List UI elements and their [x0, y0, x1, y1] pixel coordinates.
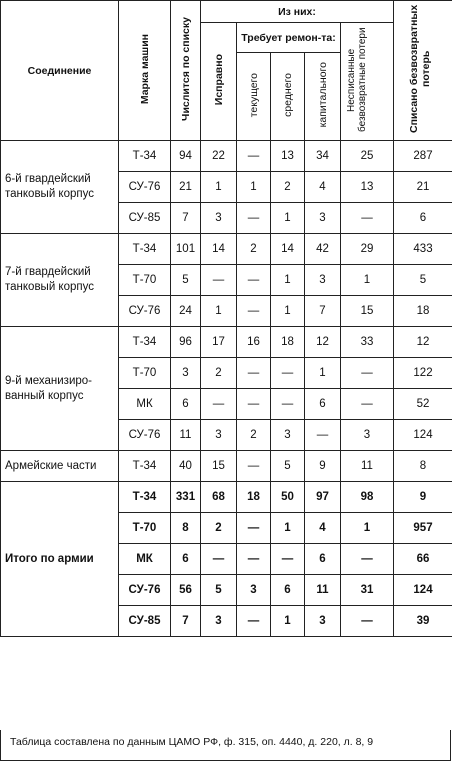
- table-cell: 12: [394, 327, 452, 358]
- table-cell: —: [341, 203, 394, 234]
- table-cell: 9: [305, 451, 341, 482]
- table-cell: 3: [201, 420, 237, 451]
- table-cell: 2: [237, 420, 271, 451]
- table-cell: —: [341, 544, 394, 575]
- table-cell: 7: [305, 296, 341, 327]
- table-cell: 98: [341, 482, 394, 513]
- table-cell: 66: [394, 544, 452, 575]
- table-cell: —: [237, 513, 271, 544]
- table-cell: Т-34: [119, 234, 171, 265]
- table-cell: 5: [394, 265, 452, 296]
- table-cell: 39: [394, 606, 452, 637]
- table-cell: 1: [271, 513, 305, 544]
- table-cell: 11: [305, 575, 341, 606]
- table-cell: 6: [305, 389, 341, 420]
- source-note: Таблица составлена по данным ЦАМО РФ, ф. 315, оп. 4440, д. 220, л. 8, 9: [10, 736, 374, 748]
- table-cell: —: [237, 265, 271, 296]
- table-cell: —: [201, 265, 237, 296]
- header-of-them: Из них:: [201, 1, 394, 23]
- table-cell: 957: [394, 513, 452, 544]
- table-cell: 15: [341, 296, 394, 327]
- table-cell: —: [237, 544, 271, 575]
- table-cell: 94: [171, 141, 201, 172]
- table-cell: 8: [394, 451, 452, 482]
- connection-cell: Итого по армии: [1, 482, 119, 637]
- table-cell: 6: [271, 575, 305, 606]
- table-cell: 124: [394, 575, 452, 606]
- header-model: Марка машин: [119, 1, 171, 141]
- table-cell: 17: [201, 327, 237, 358]
- connection-cell: Армейские части: [1, 451, 119, 482]
- table-cell: Т-70: [119, 358, 171, 389]
- table-cell: —: [237, 358, 271, 389]
- table-cell: 13: [271, 141, 305, 172]
- table-cell: 6: [394, 203, 452, 234]
- table-row: [1, 327, 452, 358]
- table-cell: Т-34: [119, 482, 171, 513]
- table-cell: 1: [341, 513, 394, 544]
- table-cell: 56: [171, 575, 201, 606]
- table-cell: 1: [271, 203, 305, 234]
- table-cell: СУ-85: [119, 606, 171, 637]
- table-cell: —: [341, 389, 394, 420]
- table-cell: 122: [394, 358, 452, 389]
- table-cell: 1: [237, 172, 271, 203]
- header-connection: Соединение: [1, 1, 119, 141]
- table-cell: 3: [171, 358, 201, 389]
- table-cell: 25: [341, 141, 394, 172]
- table-cell: 2: [201, 358, 237, 389]
- table-cell: 13: [341, 172, 394, 203]
- table-cell: 1: [341, 265, 394, 296]
- header-needs-repair: Требует ремон-та:: [237, 23, 341, 53]
- table-cell: 68: [201, 482, 237, 513]
- table-cell: 5: [271, 451, 305, 482]
- table-cell: 1: [201, 172, 237, 203]
- table-cell: Т-70: [119, 513, 171, 544]
- connection-cell: 7-й гвардейский танковый корпус: [1, 234, 119, 327]
- table-cell: 433: [394, 234, 452, 265]
- table-cell: 2: [271, 172, 305, 203]
- table-cell: СУ-76: [119, 575, 171, 606]
- table-cell: 18: [394, 296, 452, 327]
- table-cell: 124: [394, 420, 452, 451]
- table-cell: 96: [171, 327, 201, 358]
- table-cell: 21: [171, 172, 201, 203]
- table-cell: 6: [171, 544, 201, 575]
- table-cell: —: [237, 451, 271, 482]
- header-serviceable: Исправно: [201, 23, 237, 141]
- table-cell: 22: [201, 141, 237, 172]
- table-cell: —: [271, 358, 305, 389]
- table-cell: 40: [171, 451, 201, 482]
- table-cell: 34: [305, 141, 341, 172]
- table-cell: 7: [171, 606, 201, 637]
- table-cell: 15: [201, 451, 237, 482]
- table-cell: 1: [271, 606, 305, 637]
- table-cell: 101: [171, 234, 201, 265]
- table-cell: 6: [171, 389, 201, 420]
- table-cell: СУ-76: [119, 420, 171, 451]
- table-cell: 3: [305, 203, 341, 234]
- table-cell: 29: [341, 234, 394, 265]
- table-cell: 12: [305, 327, 341, 358]
- table-cell: 42: [305, 234, 341, 265]
- table-cell: 33: [341, 327, 394, 358]
- table-cell: 3: [201, 203, 237, 234]
- table-row: [1, 482, 452, 513]
- header-medium: среднего: [271, 53, 305, 141]
- table-cell: СУ-85: [119, 203, 171, 234]
- table-cell: 14: [271, 234, 305, 265]
- table-row: [1, 141, 452, 172]
- table-cell: —: [237, 203, 271, 234]
- table-cell: 9: [394, 482, 452, 513]
- table-cell: 4: [305, 513, 341, 544]
- table-cell: 3: [305, 265, 341, 296]
- table-cell: 50: [271, 482, 305, 513]
- table-cell: —: [341, 606, 394, 637]
- table-cell: 8: [171, 513, 201, 544]
- table-cell: СУ-76: [119, 296, 171, 327]
- table-cell: —: [341, 358, 394, 389]
- table-cell: 4: [305, 172, 341, 203]
- table-cell: 97: [305, 482, 341, 513]
- table-cell: 18: [271, 327, 305, 358]
- table-cell: 1: [271, 265, 305, 296]
- table-cell: 2: [237, 234, 271, 265]
- header-listed: Числится по списку: [171, 1, 201, 141]
- table-cell: —: [201, 389, 237, 420]
- table-cell: 31: [341, 575, 394, 606]
- table-cell: —: [271, 389, 305, 420]
- connection-cell: 6-й гвардейский танковый корпус: [1, 141, 119, 234]
- table-cell: 287: [394, 141, 452, 172]
- table-cell: Т-70: [119, 265, 171, 296]
- table-cell: —: [237, 141, 271, 172]
- table-cell: Т-34: [119, 451, 171, 482]
- table-cell: 3: [305, 606, 341, 637]
- table-cell: 5: [171, 265, 201, 296]
- header-written-off: Списано безвозвратных потерь: [394, 1, 452, 141]
- table-cell: —: [305, 420, 341, 451]
- table-cell: 1: [305, 358, 341, 389]
- table-cell: 14: [201, 234, 237, 265]
- table-cell: 2: [201, 513, 237, 544]
- connection-cell: 9-й механизиро-ванный корпус: [1, 327, 119, 451]
- table-cell: 3: [341, 420, 394, 451]
- table-cell: Т-34: [119, 141, 171, 172]
- header-current: текущего: [237, 53, 271, 141]
- table-cell: 3: [237, 575, 271, 606]
- table-cell: МК: [119, 389, 171, 420]
- table-row: [1, 451, 452, 482]
- table-cell: 11: [171, 420, 201, 451]
- table-cell: —: [201, 544, 237, 575]
- header-unrecoverable: Несписанные безвозвратные потери: [341, 23, 394, 141]
- table-cell: 11: [341, 451, 394, 482]
- table-cell: 6: [305, 544, 341, 575]
- table-cell: 16: [237, 327, 271, 358]
- table-cell: 331: [171, 482, 201, 513]
- table-cell: 24: [171, 296, 201, 327]
- table-body: [1, 141, 452, 637]
- table-row: [1, 234, 452, 265]
- table-cell: 7: [171, 203, 201, 234]
- table-cell: 1: [271, 296, 305, 327]
- table-cell: 21: [394, 172, 452, 203]
- table-cell: —: [237, 389, 271, 420]
- table-cell: 5: [201, 575, 237, 606]
- table-cell: 3: [271, 420, 305, 451]
- table-cell: —: [237, 606, 271, 637]
- table-cell: 52: [394, 389, 452, 420]
- table-cell: —: [237, 296, 271, 327]
- table-cell: —: [271, 544, 305, 575]
- table-cell: 3: [201, 606, 237, 637]
- header-major: капитального: [305, 53, 341, 141]
- table-cell: 18: [237, 482, 271, 513]
- table-cell: 1: [201, 296, 237, 327]
- table-cell: МК: [119, 544, 171, 575]
- table-cell: Т-34: [119, 327, 171, 358]
- table-cell: СУ-76: [119, 172, 171, 203]
